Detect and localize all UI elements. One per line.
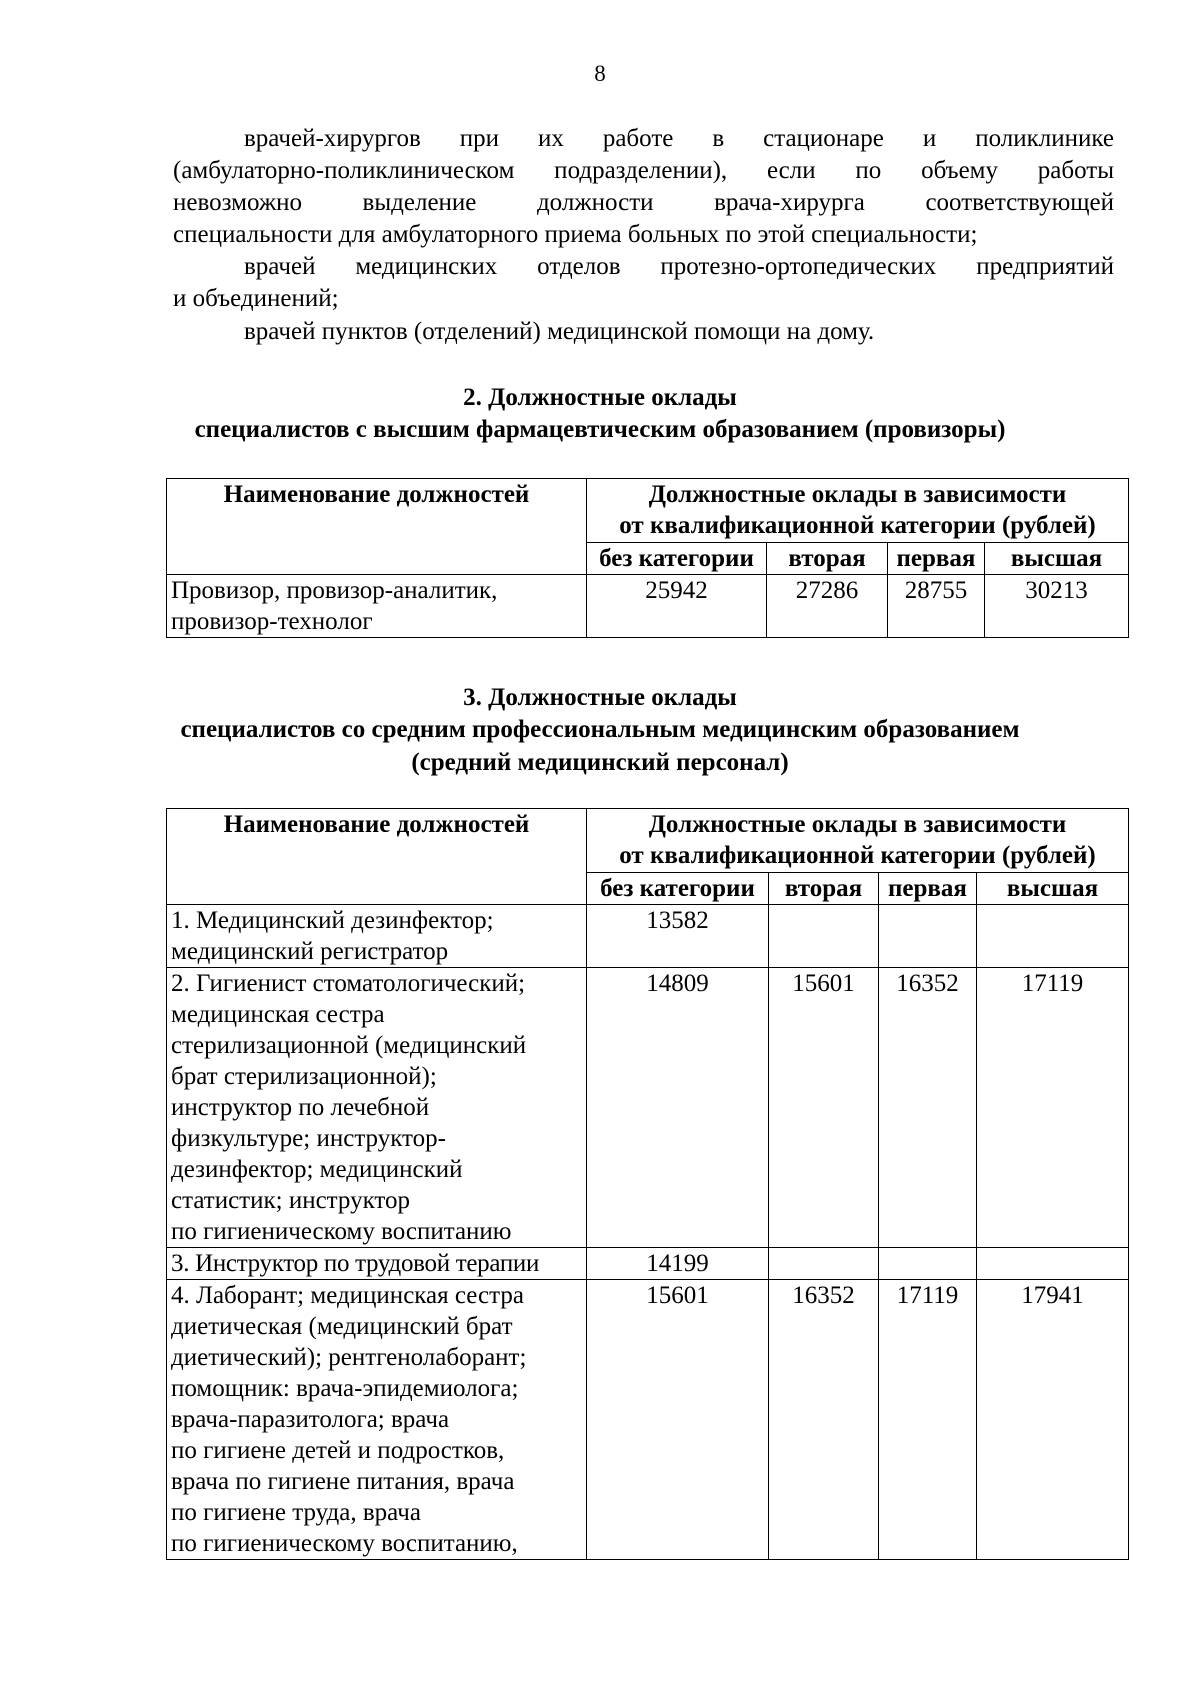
salary-cell: 15601 <box>587 1280 769 1560</box>
paragraph-line: специальности для амбулаторного приема больных по этой специальности; <box>173 221 978 248</box>
column-group-header-line: от квалификационной категории (рублей) <box>619 512 1096 539</box>
position-name-line: по гигиене труда, врача <box>171 1499 421 1526</box>
paragraph-line: (амбулаторно-поликлиническом подразделении), если по объему работы <box>173 157 1114 184</box>
column-header-position: Наименование должностей <box>167 479 587 575</box>
page-number: 8 <box>594 61 606 86</box>
section-2-subtitle: специалистов с высшим фармацевтическим образованием (провизоры) <box>194 416 1006 443</box>
position-name-line: физкультуре; инструктор- <box>171 1125 446 1152</box>
category-header: без категории <box>587 873 769 905</box>
position-name-line: 2. Гигиенист стоматологический; <box>171 970 526 997</box>
position-name-line: 3. Инструктор по трудовой терапии <box>171 1250 540 1277</box>
section-2-title: 2. Должностные оклады <box>463 384 737 411</box>
salary-cell: 14809 <box>587 968 769 1248</box>
position-name-line: статистик; инструктор <box>171 1187 410 1214</box>
salary-cell: 17119 <box>879 1280 977 1560</box>
category-header: вторая <box>769 873 879 905</box>
position-name-line: по гигиеническому воспитанию, <box>171 1530 518 1557</box>
section-3-title: 3. Должностные оклады <box>463 684 737 711</box>
position-name <box>167 1280 587 1560</box>
position-name <box>167 968 587 1248</box>
position-name-line: 1. Медицинский дезинфектор; <box>171 907 494 934</box>
paragraph-line: врачей-хирургов при их работе в стационаре и поликлинике <box>244 125 1114 152</box>
position-name-line: врача по гигиене питания, врача <box>171 1468 515 1495</box>
paragraph-line: и объединений; <box>173 285 339 312</box>
category-header: вторая <box>767 543 888 575</box>
category-header: высшая <box>977 873 1129 905</box>
position-name-line: диетическая (медицинский брат <box>171 1313 513 1340</box>
table-row <box>167 575 1129 638</box>
position-name-line: медицинская сестра <box>171 1001 385 1028</box>
table-row <box>167 1248 1129 1280</box>
category-header: высшая <box>985 543 1129 575</box>
position-name-line: помощник: врача-эпидемиолога; <box>171 1375 519 1402</box>
salary-cell: 30213 <box>985 575 1129 638</box>
table-row <box>167 968 1129 1248</box>
salary-cell <box>977 1248 1129 1280</box>
position-name <box>167 575 587 638</box>
position-name-line: Провизор, провизор-аналитик, <box>171 577 498 604</box>
column-header-position: Наименование должностей <box>167 809 587 905</box>
position-name-line: брат стерилизационной); <box>171 1063 437 1090</box>
category-header: первая <box>879 873 977 905</box>
nurse-salary-table <box>166 808 1129 1560</box>
salary-cell: 17119 <box>977 968 1129 1248</box>
salary-cell: 16352 <box>769 1280 879 1560</box>
paragraph-line: врачей медицинских отделов протезно-ортопедических предприятий <box>244 253 1114 280</box>
position-name-line: дезинфектор; медицинский <box>171 1156 463 1183</box>
position-name-line: врача-паразитолога; врача <box>171 1406 450 1433</box>
salary-cell: 15601 <box>769 968 879 1248</box>
paragraph-line: невозможно выделение должности врача-хирурга соответствующей <box>173 189 1114 216</box>
salary-cell: 25942 <box>587 575 767 638</box>
position-name-line: стерилизационной (медицинский <box>171 1032 527 1059</box>
category-header: первая <box>888 543 985 575</box>
salary-cell <box>977 905 1129 968</box>
salary-cell <box>769 905 879 968</box>
position-name-line: диетический); рентгенолаборант; <box>171 1344 527 1371</box>
salary-cell: 13582 <box>587 905 769 968</box>
section-3-subtitle: специалистов со средним профессиональным медицинским образованием <box>180 716 1020 743</box>
paragraph-line: врачей пунктов (отделений) медицинской помощи на дому. <box>244 318 875 345</box>
salary-cell: 14199 <box>587 1248 769 1280</box>
position-name <box>167 905 587 968</box>
column-group-header-line: от квалификационной категории (рублей) <box>619 842 1096 869</box>
position-name-line: 4. Лаборант; медицинская сестра <box>171 1282 524 1309</box>
position-name-line: провизор-технолог <box>171 608 373 635</box>
salary-cell <box>769 1248 879 1280</box>
position-name-line: по гигиене детей и подростков, <box>171 1437 505 1464</box>
position-name-line: инструктор по лечебной <box>171 1094 430 1121</box>
section-3-subtitle-2: (средний медицинский персонал) <box>411 749 789 776</box>
salary-cell: 27286 <box>767 575 888 638</box>
column-group-header-line: Должностные оклады в зависимости <box>648 811 1067 838</box>
column-group-header <box>587 479 1129 543</box>
pharmacist-salary-table <box>166 478 1129 638</box>
position-name <box>167 1248 587 1280</box>
table-row <box>167 905 1129 968</box>
position-name-line: медицинский регистратор <box>171 938 449 965</box>
salary-cell: 16352 <box>879 968 977 1248</box>
salary-cell: 28755 <box>888 575 985 638</box>
table-row <box>167 1280 1129 1560</box>
column-group-header <box>587 809 1129 873</box>
position-name-line: по гигиеническому воспитанию <box>171 1218 512 1245</box>
salary-cell <box>879 905 977 968</box>
column-group-header-line: Должностные оклады в зависимости <box>648 481 1067 508</box>
salary-cell: 17941 <box>977 1280 1129 1560</box>
salary-cell <box>879 1248 977 1280</box>
category-header: без категории <box>587 543 767 575</box>
